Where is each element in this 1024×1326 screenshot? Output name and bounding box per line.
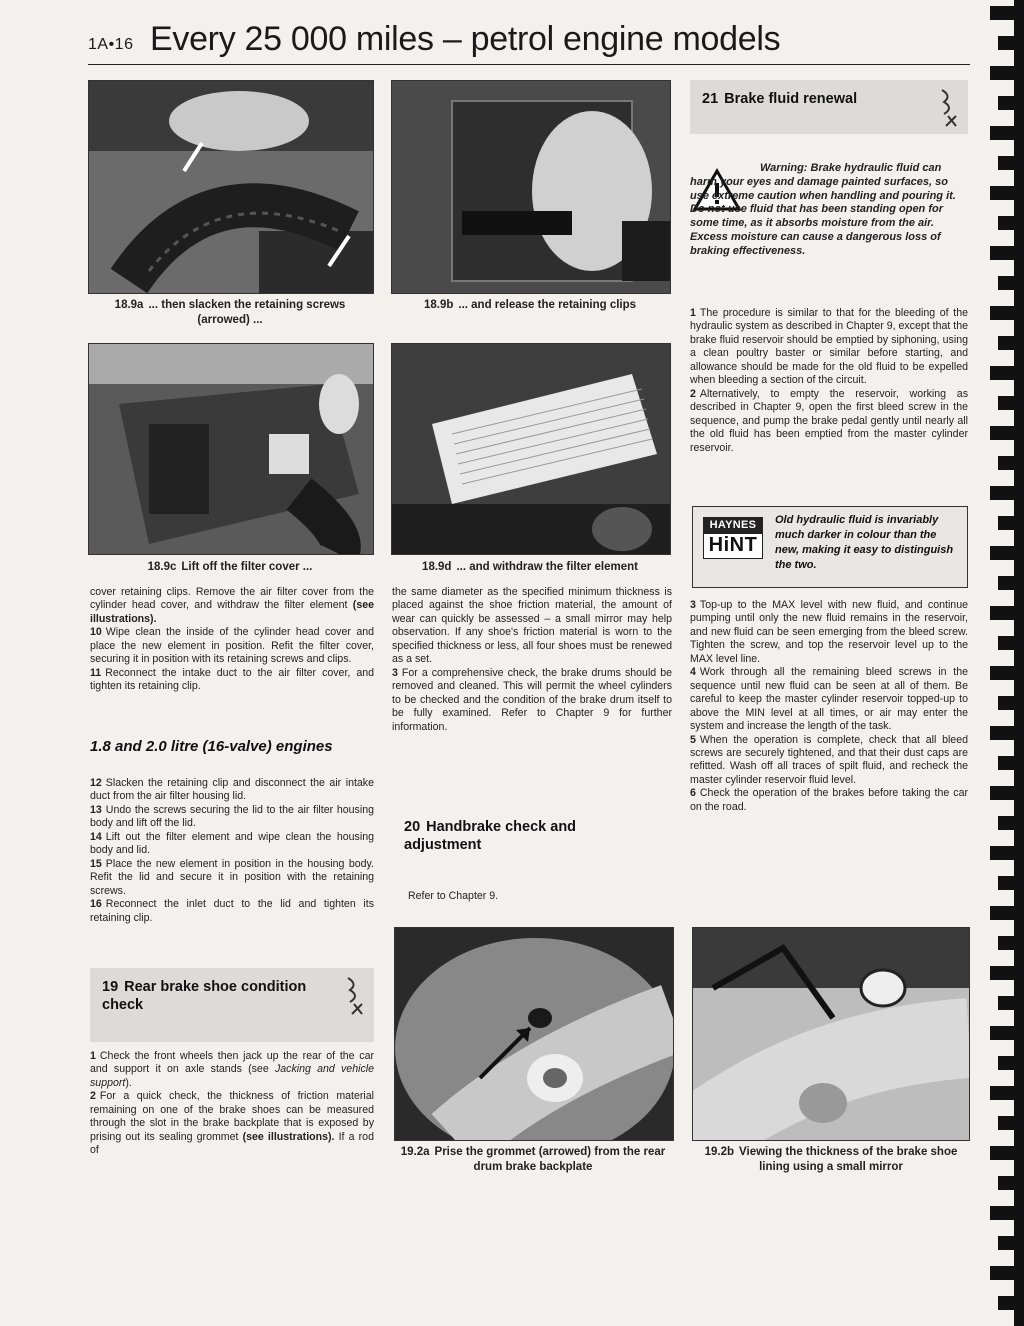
warning-text: Warning: Brake hydraulic fluid can harm your eyes and damage painted surfaces, so use extreme caution when handling and pouring it. Do not use fluid that has been standing open for some time, as it absorbs moisture from the air. Excess moisture can cause a dangerous loss of braking effectiveness.	[690, 162, 956, 257]
paragraph-cont: cover retaining clips. Remove the air filter cover from the cylinder head cover, and withdraw the filter element (see illustrations).	[90, 586, 374, 625]
s21-paragraph-2: 2 Alternatively, to empty the reservoir, working as described in Chapter 9, open the first bleed screw in the sequence, and pump the brake pedal gently until nearly all the old fluid has been emptied from the master cylinder reservoir.	[690, 387, 968, 454]
caption-18-9b: 18.9b ... and release the retaining clips	[423, 299, 637, 311]
difficulty-spanner-icon	[938, 88, 960, 128]
binding-ring	[998, 396, 1024, 410]
binding-ring	[998, 876, 1024, 890]
binding-ring	[998, 696, 1024, 710]
binding-ring	[998, 36, 1024, 50]
binding-ring	[998, 1236, 1024, 1250]
binding-ring	[998, 936, 1024, 950]
binding-ring	[990, 66, 1024, 80]
paragraph-mid-3: 3 For a comprehensive check, the brake drums should be removed and cleaned. This will permit the wheel cylinders to be checked and the condition of the brake drum itself to be fully examined. Refer to Chapter 9 for further information.	[392, 666, 672, 733]
photo-18-9c	[88, 343, 374, 555]
s19-paragraph-1: 1 Check the front wheels then jack up the rear of the car and support it on axle stands (see Jacking and vehicle support).	[90, 1050, 374, 1089]
photo-18-9d	[391, 343, 671, 555]
binding-ring	[998, 456, 1024, 470]
binding-ring	[990, 786, 1024, 800]
caption-18-9d: 18.9d ... and withdraw the filter element	[422, 561, 638, 573]
section-20-body	[408, 890, 648, 903]
mid-column-upper	[392, 586, 672, 734]
section-19-heading: 19 Rear brake shoe condition check	[90, 968, 374, 1042]
section-20-heading: 20 Handbrake check and adjustment	[404, 819, 577, 853]
caption-19-2a: 19.2a Prise the grommet (arrowed) from the rear drum brake backplate	[400, 1146, 666, 1173]
paragraph-14: 14 Lift out the filter element and wipe clean the housing body and lid.	[90, 830, 374, 857]
s21-paragraph-4: 4 Work through all the remaining bleed screws in the sequence until new fluid can be seen at all of them. Be careful to keep the master cylinder reservoir topped-up to above the MIN level at all times, or air may enter the system and increase the length of the task.	[690, 666, 968, 733]
spiral-binding	[986, 0, 1024, 1326]
binding-ring	[990, 606, 1024, 620]
binding-ring	[990, 846, 1024, 860]
binding-ring	[998, 1296, 1024, 1310]
page-header	[88, 18, 970, 65]
section-20-text: Refer to Chapter 9.	[408, 890, 499, 902]
binding-ring	[990, 726, 1024, 740]
paragraph-13: 13 Undo the screws securing the lid to the air filter housing body and lift off the lid.	[90, 803, 374, 830]
binding-ring	[990, 1266, 1024, 1280]
page-title: Every 25 000 miles – petrol engine models	[150, 20, 781, 58]
paragraph-12: 12 Slacken the retaining clip and disconnect the air intake duct from the air filter housing lid.	[90, 777, 374, 803]
left-column-upper	[90, 586, 374, 694]
binding-ring	[990, 1146, 1024, 1160]
binding-ring	[998, 156, 1024, 170]
photo-18-9b	[391, 80, 671, 294]
hint-text: Old hydraulic fluid is invariably much darker in colour than the new, making it easy to distinguish the two.	[775, 514, 954, 571]
subhead-16-valve: 1.8 and 2.0 litre (16-valve) engines	[90, 738, 333, 755]
binding-ring	[998, 96, 1024, 110]
binding-ring	[998, 756, 1024, 770]
photo-18-9a	[88, 80, 374, 294]
caption-19-2b: 19.2b Viewing the thickness of the brake shoe lining using a small mirror	[704, 1146, 958, 1173]
binding-ring	[998, 1116, 1024, 1130]
binding-ring	[998, 516, 1024, 530]
binding-ring	[990, 666, 1024, 680]
right-column-lower	[690, 599, 968, 814]
binding-ring	[990, 366, 1024, 380]
binding-ring	[990, 426, 1024, 440]
binding-ring	[990, 1086, 1024, 1100]
binding-ring	[990, 186, 1024, 200]
paragraph-15: 15 Place the new element in position in the housing body. Refit the lid and secure it in position with the retaining screws.	[90, 857, 374, 897]
binding-ring	[998, 1176, 1024, 1190]
caption-18-9a: 18.9a ... then slacken the retaining screws (arrowed) ...	[114, 299, 346, 326]
right-column-upper	[690, 307, 968, 455]
binding-ring	[998, 996, 1024, 1010]
paragraph-11: 11 Reconnect the intake duct to the air filter cover, and tighten its retaining clip.	[90, 666, 374, 693]
binding-ring	[990, 966, 1024, 980]
paragraph-mid-cont: the same diameter as the specified minimum thickness is placed against the shoe friction material, the amount of wear can quickly be assessed – a small mirror may help observation. If any shoe's friction material is worn to the specified thickness or less, all four shoes must be renewed as a set.	[392, 586, 672, 666]
binding-ring	[990, 306, 1024, 320]
paragraph-10: 10 Wipe clean the inside of the cylinder head cover and place the new element in position. Refit the filter cover, securing it in position with its retaining screws and clips.	[90, 626, 374, 666]
photo-19-2b	[692, 927, 970, 1141]
haynes-hint-badge: HAYNES HiNT	[703, 517, 763, 559]
binding-ring	[990, 1206, 1024, 1220]
section-19-body	[90, 1050, 374, 1158]
binding-ring	[990, 246, 1024, 260]
binding-ring	[990, 126, 1024, 140]
caption-18-9c: 18.9c Lift off the filter cover ...	[147, 561, 313, 573]
difficulty-spanner-icon	[344, 976, 366, 1016]
s21-paragraph-1: 1 The procedure is similar to that for the bleeding of the hydraulic system as described in Chapter 9, except that the brake fluid reservoir should be emptied by siphoning, using a clean poultry baster or similar before starting, and allowance should be made for the old fluid to be expelled when bleeding a section of the circuit.	[690, 307, 968, 387]
binding-ring	[990, 906, 1024, 920]
binding-ring	[990, 1026, 1024, 1040]
section-21-heading: 21 Brake fluid renewal	[690, 80, 968, 134]
s21-paragraph-5: 5 When the operation is complete, check that all bleed screws are securely tightened, and that their dust caps are refitted. Wash off all traces of spilt fluid, and recheck the master cylinder reservoir fluid level.	[690, 733, 968, 786]
s21-paragraph-6: 6 Check the operation of the brakes before taking the car on the road.	[690, 787, 968, 813]
binding-ring	[998, 1056, 1024, 1070]
binding-ring	[998, 336, 1024, 350]
binding-ring	[990, 546, 1024, 560]
haynes-hint-box	[692, 506, 968, 588]
binding-ring	[998, 636, 1024, 650]
left-column-lower	[90, 777, 374, 925]
binding-ring	[990, 486, 1024, 500]
binding-ring	[998, 276, 1024, 290]
binding-ring	[998, 816, 1024, 830]
binding-ring	[998, 576, 1024, 590]
photo-19-2a	[394, 927, 674, 1141]
binding-ring	[998, 216, 1024, 230]
page-number: 1A•16	[88, 36, 134, 53]
binding-ring	[990, 6, 1024, 20]
s21-paragraph-3: 3 Top-up to the MAX level with new fluid, and continue pumping until only the new fluid remains in the reservoir, and new fluid can be seen emerging from the bleed screw. Tighten the screw, and top the reservoir level up to the MAX level line.	[690, 599, 968, 665]
s19-paragraph-2: 2 For a quick check, the thickness of friction material remaining on one of the brake shoes can be measured through the slot in the brake backplate that is exposed by prising out its sealing grommet (see illustrations). If a rod of	[90, 1090, 374, 1157]
paragraph-16: 16 Reconnect the inlet duct to the lid and tighten its retaining clip.	[90, 898, 374, 924]
